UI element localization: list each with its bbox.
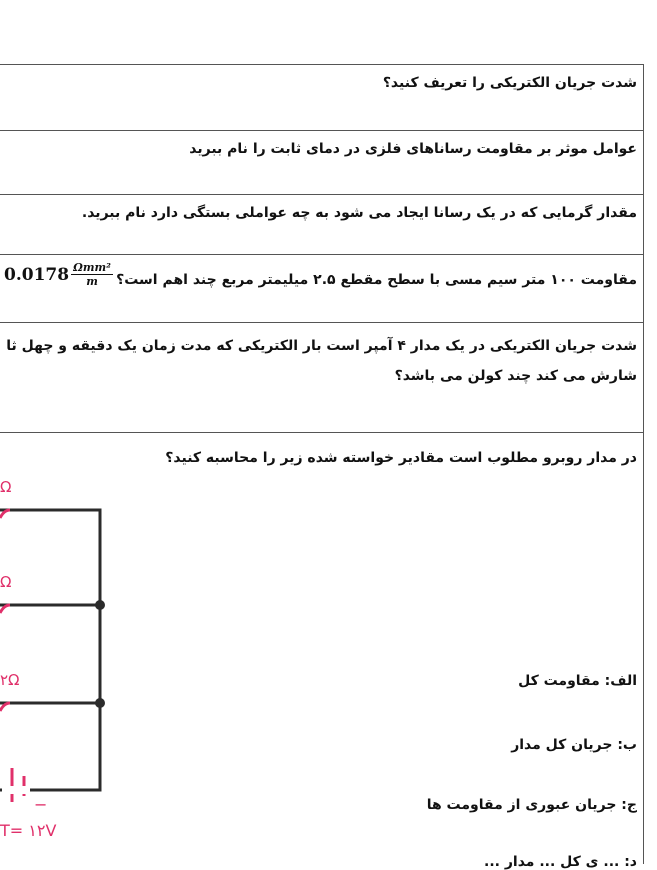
table-border [643, 64, 644, 864]
subpart-b: ب: جریان کل مدار [511, 737, 637, 753]
resistor-1-label: Ω [0, 478, 12, 496]
unit-denominator: m [86, 275, 98, 288]
question-4: مقاومت ۱۰۰ متر سیم مسی با سطح مقطع ۲.۵ میلیمتر مربع چند اهم است؟ [116, 272, 637, 288]
resistor-2-label: Ω [0, 573, 12, 591]
question-2: عوامل موثر بر مقاومت رساناهای فلزی در دمای ثابت را نام ببرید [189, 141, 637, 157]
battery-gap [2, 786, 30, 794]
unit-numerator: Ωmm² [73, 261, 111, 274]
question-1: شدت جریان الکتریکی را تعریف کنید؟ [382, 75, 637, 91]
question-3: مقدار گرمایی که در یک رسانا ایجاد می شود به چه عواملی بستگی دارد نام ببرید. [81, 205, 637, 221]
question-5-line-1: شدت جریان الکتریکی در یک مدار ۴ آمپر است بار الکتریکی که مدت زمان یک دقیقه و چهل ثا [6, 338, 637, 354]
battery-voltage-label: T= ۱۲V [0, 821, 57, 840]
circuit-diagram [0, 470, 120, 864]
resistor-3-label: ۲Ω [0, 671, 20, 689]
junction-node-2 [95, 698, 105, 708]
subpart-a: الف: مقاومت کل [518, 673, 637, 689]
battery-minus-sign: − [34, 795, 48, 814]
subpart-d: د: ... ی کل ... مدار ... [484, 854, 637, 870]
circuit-wire-outer [0, 510, 100, 790]
junction-node-1 [95, 600, 105, 610]
resistivity-formula [4, 261, 113, 288]
question-6: در مدار روبرو مطلوب است مقادیر خواسته شده زیر را محاسبه کنید؟ [165, 450, 637, 466]
question-5-line-2: شارش می کند چند کولن می باشد؟ [394, 368, 637, 384]
subpart-c: ج: جریان عبوری از مقاومت ها [426, 797, 637, 813]
resistivity-value: 0.0178 [4, 264, 70, 285]
resistivity-unit [71, 261, 113, 288]
